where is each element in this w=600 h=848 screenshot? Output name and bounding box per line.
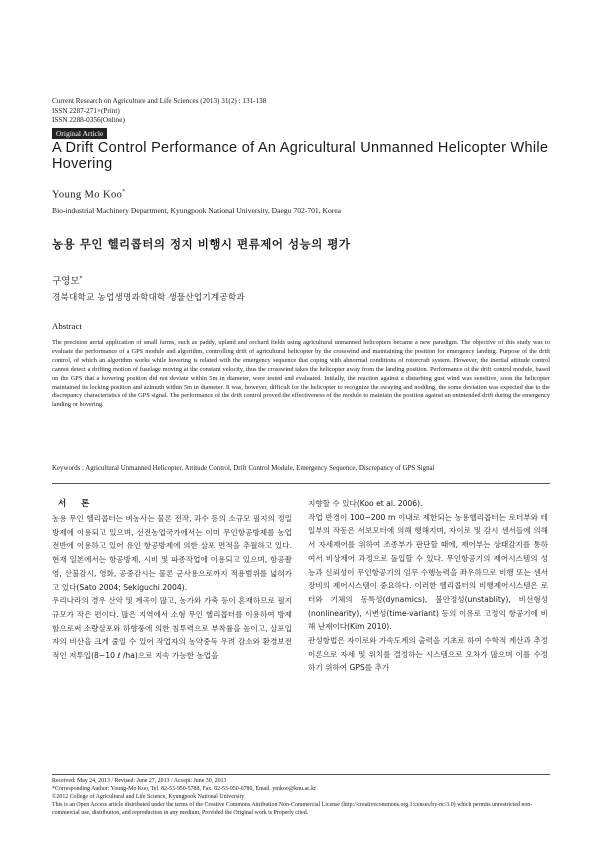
affiliation-ko: 경북대학교 농업생명과학대학 생물산업기계공학과 [52,293,245,303]
intro-paragraph-1: 농용 무인 헬리콥터는 벼농사는 물론 전작, 과수 등의 소규모 필지의 정밀방제에 이용되고 있으며, 선진농업국가에서는 이미 무인항공방제를 농업 전반에 이용하고 있어 유인 항공방제에 의한 살포 면적을 추월하고 있다. 현재 일본에서는 항공방제, 시비 및 파종작업에 이용되고 있으며, 항공촬영, 산불감시, 영화, 공중감시는 물론 군사용으로까지 적용범위를 넓혀가고 있다(Sato 2004; Sekiguchi 2004). [52,514,292,592]
journal-info [52,97,266,126]
section-heading-introduction: 서 론 [58,499,96,509]
issn-print: ISSN 2287-271×(Print) [52,106,120,115]
author-ko-name: 구영모 [52,276,80,287]
footer-divider [52,774,550,775]
paper-title-ko: 농용 무인 헬리콥터의 정지 비행시 편류제어 성능의 평가 [52,237,351,251]
article-type-badge: Original Article [52,128,107,139]
author-en-mark: * [122,189,126,195]
intro-paragraph-4: 작업 반경이 100~200 m 이내로 제한되는 농용헬리콥터는 로터부와 테일부의 작동은 서보모터에 의해 행해지며, 자이로 및 감시 센서들에 의해서 자세제어를 위하여 조종부가 판단할 때에, 제어부는 상태감지를 통하여서 비상제어 과정으로 돌입할 수 있다. 무인항공기의 제어시스템의 성능과 신뢰성이 무인항공기의 임무 수행능력을 좌우하므로 비행 또는 센서장비의 제어시스템이 중요하다. 이러한 헬리콥터의 비행제어시스템은 로터와 기체의 동특성(dynamics), 불안정성(unstablity), 비선형성(nonlinearity), 시변성(time-variant) 등의 이유로 고정익 항공기에 비해 난제이다(Kim 2010). [308,512,548,632]
author-ko [52,273,83,287]
left-column [52,497,292,663]
received-dates: Received: May 24, 2013 / Revised: June 27, 2013 / Accept: June 30, 2013 [52,778,227,784]
keywords-divider [52,483,550,484]
intro-paragraph-3: 지향할 수 있다(Koo et al. 2006). [308,499,423,508]
author-ko-mark: * [79,274,83,282]
abstract-heading: Abstract [52,321,82,331]
author-en [52,189,126,201]
corresponding-author: *Corresponding Author: Young-Mo Koo, Tel. 82-53-950-5788, Fax. 82-53-950-6780, Email. ymkoo@knu.ac.kr [52,785,317,792]
right-column [308,497,548,675]
affiliation-en: Bio-industrial Machinery Department, Kyungpook National University, Daegu 702-701, Korea [52,206,342,215]
abstract-body: The precision aerial application of small farms, such as paddy, upland and orchard fields using agricultural unmanned helicopters became a new paradigm. The objective of this study was to evaluate the performance of a GPS module and algorithm, controlling drift of agricultural helicopter by the crosswind and maintaining the position for emergency landing. Purpose of the drift control, of which an algorithm works while hovering is related with the emergency sequence that coping with abnormal conditions of rotorcraft system. However, the inertial attitude control cannot detect a drifting motion of fuselage moving at the constant velocity, thus the crosswind takes the helicopter away from the landing position. Performance of the drift control module, based on the GPS that a hovering position did not deviate within 5m in diameter, were tested and evaluated. Initially, the reaction against a disturbing gust wind was sensitive, soon the helicopter maintained its locking position and azimuth within 5m in diameter. It was, however, difficult for the helicopter to recognize the swaying and nodding, the some deviation was expected due to the discrepancy characteristics of the GPS signal. The performance of the drift control proved the effectiveness of the module to maintain the position against an unintended drift during the emergency landing or hovering. [52,339,550,409]
intro-paragraph-2: 우리나라의 경우 산악 및 계곡이 많고, 농가와 가축 등이 혼재하므로 필지 규모가 작은 편이다. 많은 지역에서 소형 무인 헬리콥터를 이용하여 방제함으로써 소량살포와 하향풍에 의한 침투력으로 부착률을 높이고, 살포입자의 비산을 크게 줄일 수 있어 작업자의 농약중독 우려 감소와 환경보전적인 저투입(8~10 ℓ /ha)으로 지속 가능한 농업을 [52,596,292,661]
keywords: Keywords : Agricultural Unmanned Helicopter, Attitude Control, Drift Control Module, Emergency Sequence, Discrepancy of GPS Signal [52,465,435,472]
license-notice: This is an Open Access article distributed under the terms of the Creative Commons Attribution Non-Commercial License (http://creativecommons.org.1:censes/by-nc/3.0) which permits unrestricted non-commercial use, distribution, and reproduction in any medium, Provided the Original work is Properly cited. [52,801,533,816]
copyright-notice: ©2012 College of Agricultural and Life Science, Kyungpook National University [52,793,245,800]
issn-online: ISSN 2288-0356(Online) [52,116,125,125]
journal-citation: Current Research on Agriculture and Life Sciences (2013) 31(2) : 131-138 [52,97,267,105]
author-en-name: Young Mo Koo [52,189,123,201]
footnotes [52,778,550,818]
paper-title-en: A Drift Control Performance of An Agricultural Unmanned Helicopter While Hovering [52,140,549,172]
intro-paragraph-5: 관성항법은 자이로와 가속도계의 출력을 기초로 하여 수학적 계산과 추정이론으로 자세 및 위치를 결정하는 시스템으로 오차가 많으며 이를 수정하기 위하여 GPS를 추가 [308,636,548,673]
